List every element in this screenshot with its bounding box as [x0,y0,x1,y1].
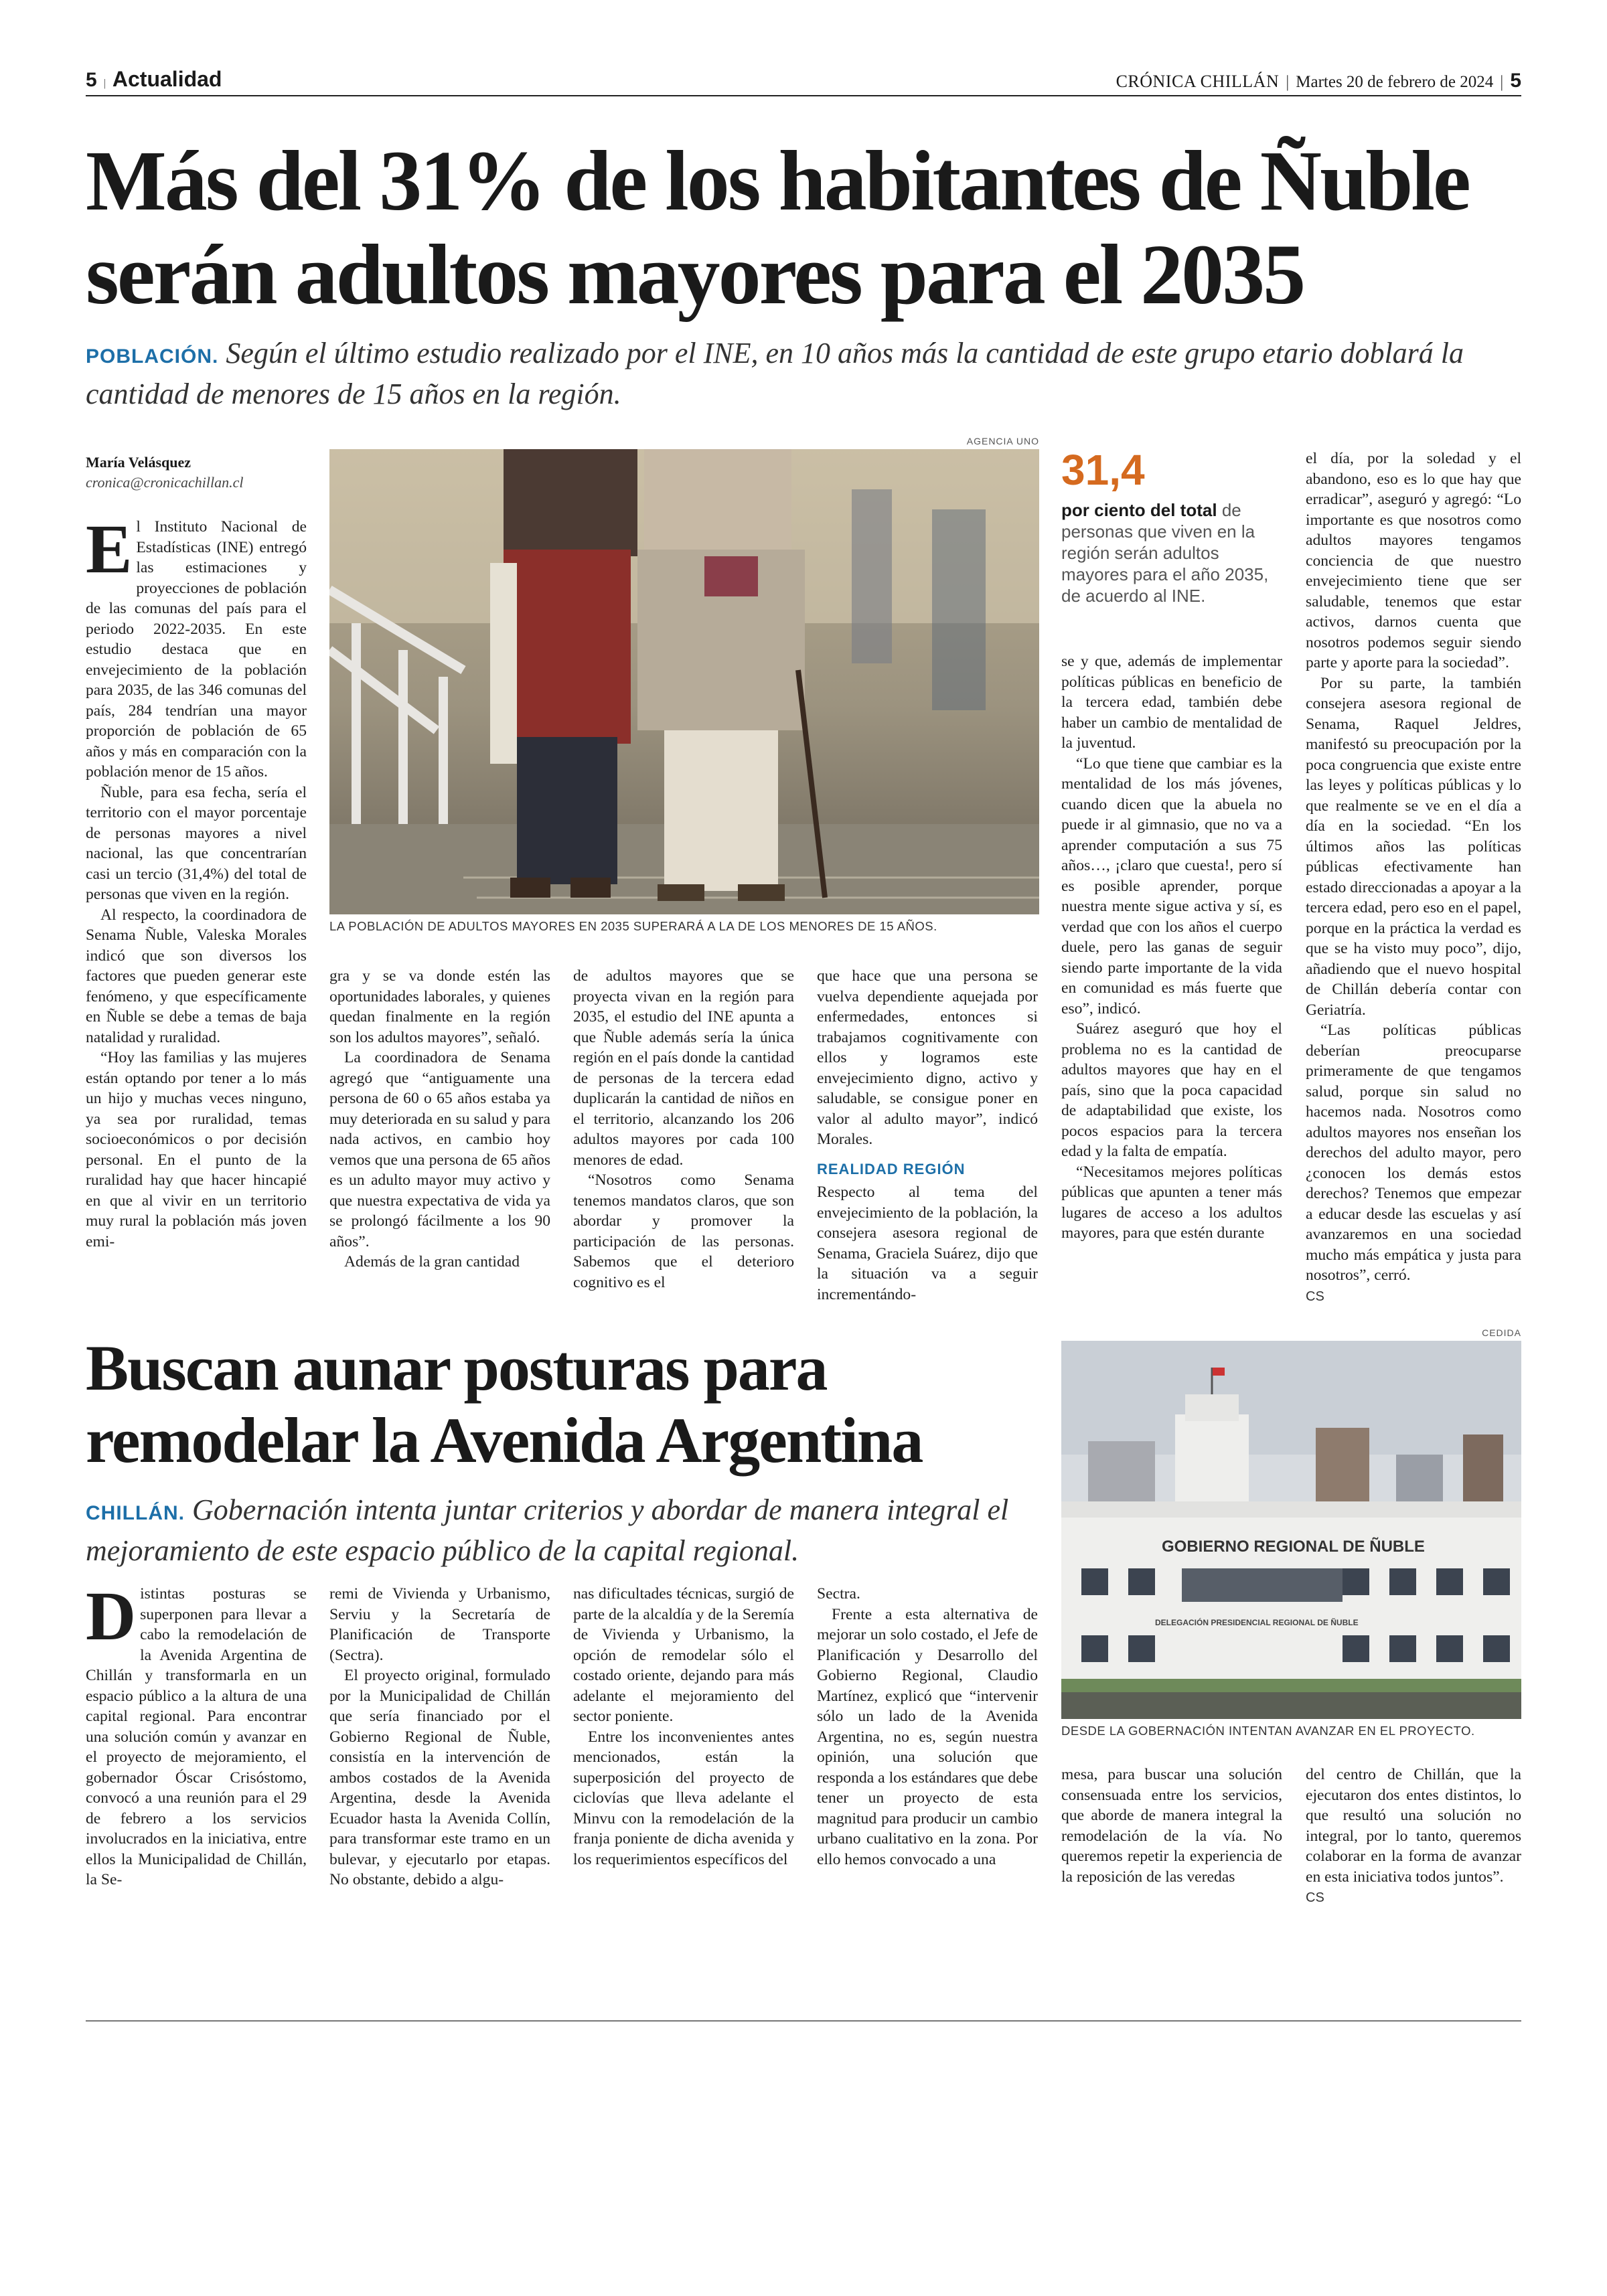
paragraph: Sectra. [817,1585,860,1603]
paragraph: Además de la gran cantidad [344,1253,520,1270]
paragraph: Entre los inconvenientes antes mencionados, están la superposición del proyecto de ciclovías que lleva adelante el Minvu con la remodelación de la franja poniente de dicha avenida y los requerimientos específicos del [573,1728,794,1868]
paragraph: nas dificultades técnicas, surgió de parte de la alcaldía y de la Seremía de Vivienda y Urbanismo, la opción de remodelar sólo el costado oriente, dejando para más adelante el mejoramiento del sector poniente. [573,1585,794,1725]
paragraph: “Las políticas públicas deberían preocuparse primeramente de que tengamos salud, porque sin salud no hacemos nada. Nosotros como adultos mayores nos enseñan los derechos del adulto mayor, pero ¿conocen los demás estos derechos? Tenemos que empezar a educar desde las escuelas y así avanzaremos en una sociedad mucho más empática y justa para nosotros”, cerró. [1306,1021,1521,1284]
end-mark: CS [1306,1890,1324,1905]
paragraph: Al respecto, la coordinadora de Senama Ñuble, Valeska Morales indicó que son diversos los factores que pueden generar este fenómeno, y que específicamente en Ñuble se debe a temas de baja natalidad y ruralidad. [86,906,307,1046]
article1-column-4 [817,966,1038,1305]
article2-column-3 [573,1584,794,1870]
article1-column-1 [86,511,307,1252]
paragraph: “Nosotros como Senama tenemos mandatos claros, que son abordar y promover la participación de las personas. Sabemos que el deterioro cognitivo es el [573,1171,794,1291]
stat-text: de personas que viven en la región serán adultos mayores para el año 2035, de acuerdo al INE. [1061,500,1269,606]
building-sign: GOBIERNO REGIONAL DE ÑUBLE [1162,1538,1425,1556]
paragraph: La coordinadora de Senama agregó que “antiguamente una persona de 60 o 65 años estaba ya muy deteriorada en su salud y para nada activos, en cambio hoy vemos que una persona de 65 años es un adulto mayor muy activo y que nuestra expectativa de vida ya se prolongó fácilmente a los 90 años”. [329,1049,550,1250]
header-separator: | [1286,73,1290,91]
paragraph: se y que, además de implementar políticas públicas en beneficio de la tercera edad, también debe haber un cambio de mentalidad de la juventud. [1061,653,1282,752]
headline-line: remodelar la Avenida Argentina [86,1404,923,1476]
article1-column-6 [1306,448,1521,1307]
paragraph: “Lo que tiene que cambiar es la mentalidad de los más jóvenes, cuando dicen que la abuela no puede ir al gimnasio, que no va a aprender computación a sus 75 años…, ¡claro que cuesta!, pero sí es posible aprender, porque nuestra mente sigue activa y sí, es verdad que con los años el cuerpo duele, pero las ganas de seguir siendo parte importante de la vida en comunidad es más fuerte que eso”, indicó. [1061,754,1282,1017]
paragraph: l Instituto Nacional de Estadísticas (INE) entregó las estimaciones y proyecciones de población de las comunas del país para el periodo 2022-2035. En este estudio destaca que en envejecimiento de la población para 2035, de las 346 comunas del país, 284 tendrían una mayor proporción de población de 65 años y más en comparación con la población menor de 15 años. [86,518,307,781]
paragraph: gra y se va donde estén las oportunidades laborales, y quienes quedan finalmente en la región son los adultos mayores”, señaló. [329,967,550,1046]
paragraph: el día, por la soledad y el abandono, eso es lo que hay que erradicar”, aseguró y agregó: “Lo importante es que nosotros como adultos mayores tengamos conciencia de que nuestro envejecimiento tiene que ser saludable, tenemos que estar activos, darnos cuenta que nosotros podemos seguir siendo parte y aporte para la sociedad”. [1306,450,1521,671]
article2-headline [86,1332,1023,1477]
paragraph: remi de Vivienda y Urbanismo, Serviu y la Secretaría de Planificación de Transporte (Sectra). [329,1585,550,1664]
page-number-left: 5 [86,69,97,91]
deck-tag: CHILLÁN. [86,1502,185,1524]
bottom-divider [86,2020,1521,2022]
header-separator: | [1500,73,1504,91]
photo-caption: LA POBLACIÓN DE ADULTOS MAYORES EN 2035 SUPERARÁ A LA DE LOS MENORES DE 15 AÑOS. [329,919,937,933]
article2-column-5 [1061,1765,1282,1887]
article1-column-2 [329,966,550,1273]
headline-line: Buscan aunar posturas para [86,1332,827,1404]
drop-cap: D [86,1578,137,1655]
author-email[interactable]: cronica@cronicachillan.cl [86,474,244,491]
deck-text: Según el último estudio realizado por el INE, en 10 años más la cantidad de este grupo etario doblará la cantidad de menores de 15 años en la región. [86,337,1464,410]
deck-tag: POBLACIÓN. [86,345,219,367]
photo-caption: DESDE LA GOBERNACIÓN INTENTAN AVANZAR EN EL PROYECTO. [1061,1724,1475,1738]
paragraph: “Hoy las familias y las mujeres están optando por tener a lo más un hijo y muchas veces ninguno, ya sea por ruralidad, temas socioeconómicos o por decisión personal. En el punto de la ruralidad hay que hacer hincapié en que al vivir en un territorio muy rural la población más joven emi- [86,1049,307,1250]
government-building-photo [1061,1341,1521,1719]
paragraph: Por su parte, la también consejera asesora regional de Senama, Raquel Jeldres, manifestó su preocupación por la poca congruencia que existe entre las leyes y políticas públicas y lo que realmente se ve en el día a día en la sociedad. “En los últimos años las políticas públicas efectivamente han estado direccionadas a apoyar a la tercera edad, pero eso en el papel, porque en la práctica la verdad es que se ha visto muy poco”, dijo, añadiendo que el nuevo hospital de Chillán debería contar con Geriatría. [1306,674,1521,1019]
article2-column-6 [1306,1765,1521,1908]
header-separator: | [103,78,106,89]
article1-headline [86,134,1521,321]
paragraph: mesa, para buscar una solución consensuada entre los servicios, que aborde de manera integral la remodelación de la vía. No queremos repetir la experiencia de la reposición de las veredas [1061,1766,1282,1886]
article2-column-4 [817,1584,1038,1870]
article1-deck [86,335,1521,413]
paragraph: Ñuble, para esa fecha, sería el territorio con el mayor porcentaje de personas mayores a nivel nacional, las que concentrarían casi un tercio (31,4%) del total de personas que viven en la región. [86,783,307,903]
headline-line: Más del 31% de los habitantes de Ñuble [86,133,1469,228]
elderly-couple-photo [329,449,1039,914]
paragraph: de adultos mayores que se proyecta vivan en la región para 2035, el estudio del INE apunta a que Ñuble además sería la única región en el país donde la cantidad de personas de la tercera edad duplicarán la cantidad de niños en el territorio, alcanzando los 206 adultos mayores por cada 100 menores de edad. [573,967,794,1169]
article1-column-5 [1061,651,1282,1244]
paragraph: Frente a esta alternativa de mejorar un solo costado, el Jefe de Planificación y Desarrollo del Gobierno Regional, Claudio Martínez, explicó que “intervenir sólo un lado de la Avenida Argentina, no es, según nuestra opinión, una solución que responda a los estándares que debe tener un proyecto de esta magnitud para producir un cambio urbano cualitativo en la zona. Por ello hemos convocado a una [817,1605,1038,1868]
paragraph: “Necesitamos mejores políticas públicas que apunten a tener más lugares de acceso a los adultos mayores, para que estén durante [1061,1163,1282,1242]
page-header [86,66,1521,96]
paragraph: istintas posturas se superponen para llevar a cabo la remodelación de la Avenida Argentina de Chillán y transformarla en un espacio público a la altura de una capital regional. Para encontrar una solución común y avanzar en el proyecto de mejoramiento, el gobernador Óscar Crisóstomo, convocó a una reunión para el 29 de febrero a los servicios involucrados en la iniciativa, entre ellos la Municipalidad de Chillán, la Se- [86,1585,307,1888]
paragraph: que hace que una persona se vuelva dependiente aquejada por enfermedades, entonces si trabajamos cognitivamente con ellos y logramos este envejecimiento digno, activo y saludable, se consigue poner en valor al adulto mayor”, indicó Morales. [817,967,1038,1148]
newspaper-name: CRÓNICA CHILLÁN [1116,72,1280,91]
end-mark: CS [1306,1289,1324,1304]
paragraph: del centro de Chillán, que la ejecutaron dos entes distintos, lo que resultó una solución no integral, por lo tanto, queremos colaborar en la forma de avanzar en esta iniciativa todos juntos”. [1306,1766,1521,1886]
article2-deck [86,1491,1023,1570]
paragraph: El proyecto original, formulado por la Municipalidad de Chillán que sería financiado por el Gobierno Regional de Ñuble, consistía en la intervención de ambos costados de la Avenida Argentina, desde la Avenida Ecuador hasta la Avenida Collín, para transformar este tramo en un bulevar, y ejecutarlo por etapas. No obstante, debido a algu- [329,1667,550,1888]
paragraph: Suárez aseguró que hoy el problema no es la cantidad de adultos mayores que hay en el país, sino que la poca capacidad de adaptabilidad que existe, los pocos espacios para la tercera edad y la falta de empatía. [1061,1020,1282,1160]
byline [86,453,307,493]
page-number-right: 5 [1510,70,1521,92]
stat-description [1061,499,1282,606]
issue-date: Martes 20 de febrero de 2024 [1296,73,1494,91]
article2-column-1 [86,1578,307,1890]
subheading: REALIDAD REGIÓN [817,1160,966,1177]
stat-bold: por ciento del total [1061,500,1217,520]
section-name: Actualidad [112,67,222,91]
photo-credit: AGENCIA UNO [966,436,1039,446]
building-sign-secondary: DELEGACIÓN PRESIDENCIAL REGIONAL DE ÑUBLE [1155,1618,1359,1627]
deck-text: Gobernación intenta juntar criterios y abordar de manera integral el mejoramiento de este espacio público de la capital regional. [86,1493,1009,1567]
paragraph: Respecto al tema del envejecimiento de la población, la consejera asesora regional de Senama, Graciela Suárez, dijo que la situación va a seguir incrementándo- [817,1183,1038,1303]
article1-column-3 [573,966,794,1293]
headline-line: serán adultos mayores para el 2035 [86,227,1304,322]
photo-credit: CEDIDA [1482,1327,1521,1338]
stat-number: 31,4 [1061,446,1145,494]
drop-cap: E [86,511,133,588]
author-name: María Velásquez [86,454,192,471]
stat-box [1061,448,1282,606]
article2-column-2 [329,1584,550,1890]
